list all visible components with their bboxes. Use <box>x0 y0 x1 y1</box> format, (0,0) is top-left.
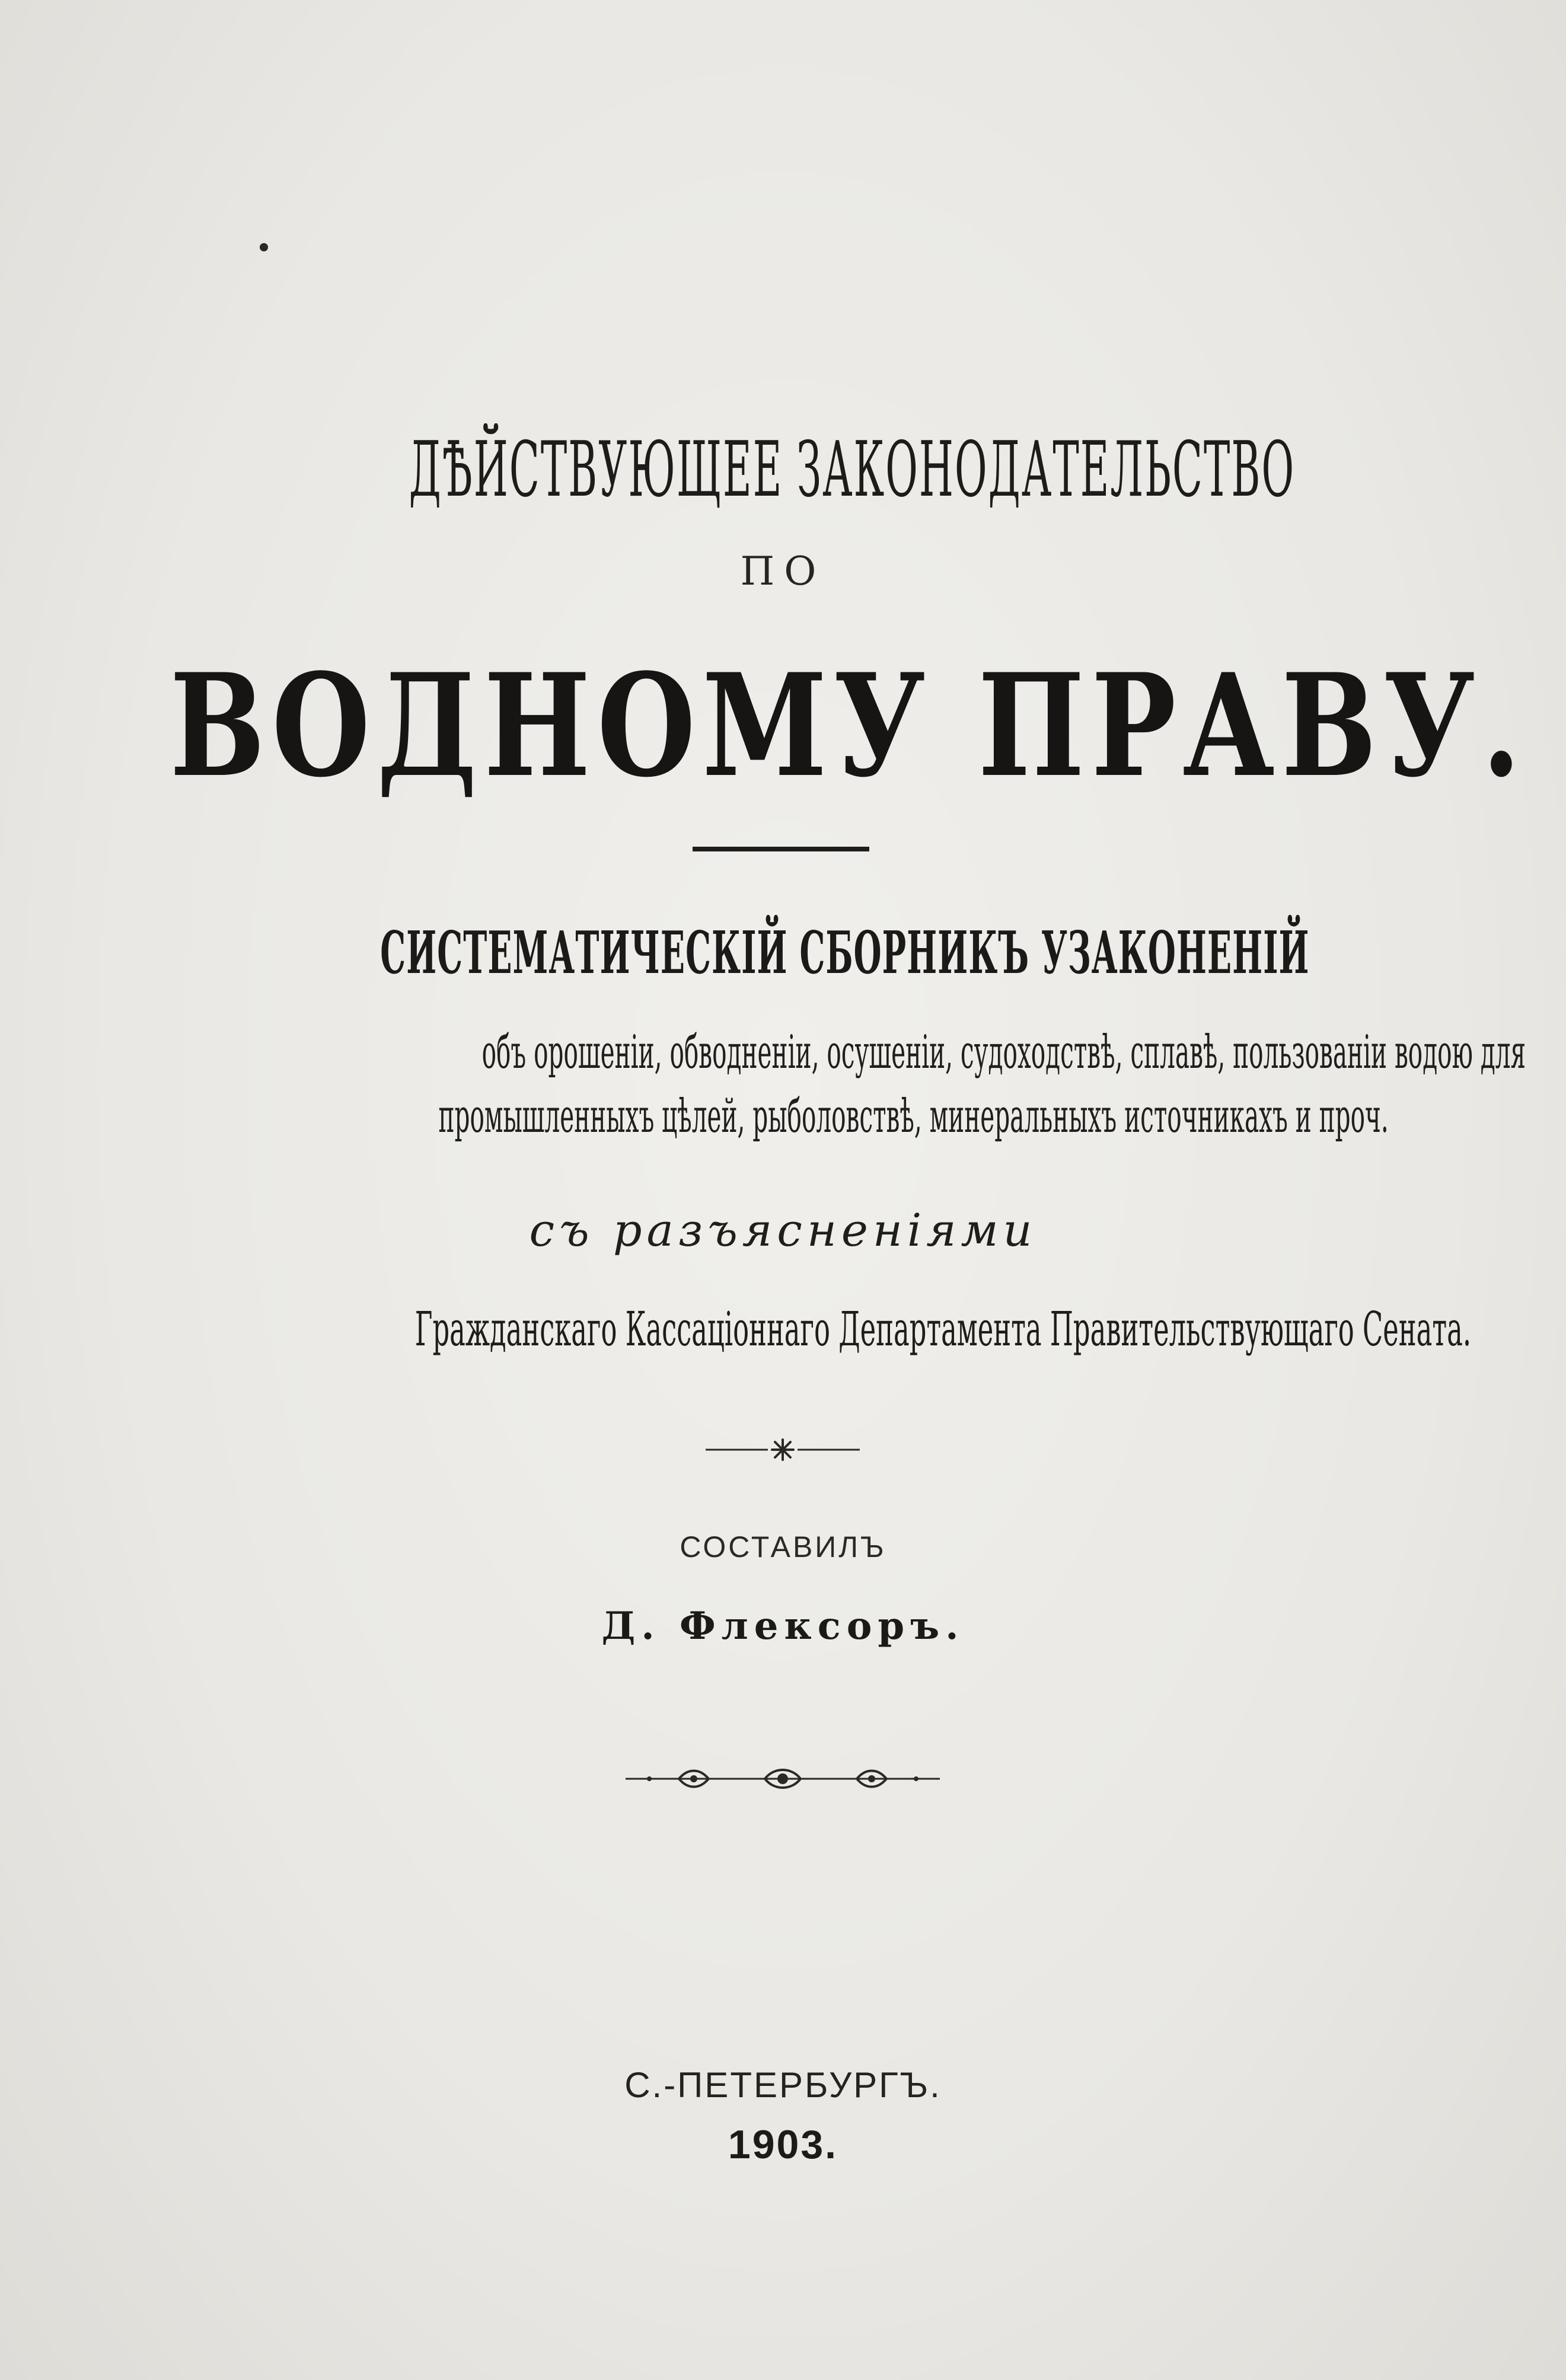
description-line-2-text: промышленныхъ цѣлей, рыболовствѣ, минеральныхъ источникахъ и проч. <box>438 1090 1389 1143</box>
description-line-1-text: объ орошеніи, обводненіи, осушеніи, судоходствѣ, сплавѣ, пользованіи водою для <box>481 1026 1526 1079</box>
senate-department-line <box>0 1301 1566 1357</box>
title-line-1-text: ДѢЙСТВУЮЩЕЕ ЗАКОНОДАТЕЛЬСТВО <box>409 426 1296 514</box>
publication-year: 1903. <box>728 2122 838 2167</box>
description-line-2 <box>0 1090 1566 1143</box>
senate-department-text: Гражданскаго Кассаціоннаго Департамента Правительствующаго Сената. <box>414 1301 1472 1357</box>
title-rule <box>693 847 869 851</box>
main-title <box>0 643 1566 809</box>
small-ornament-icon <box>706 1435 860 1465</box>
title-line-2: ПО <box>740 548 826 594</box>
ink-speck <box>260 243 268 251</box>
main-title-text: ВОДНОМУ ПРАВУ. <box>170 643 1528 809</box>
compiled-by-label: СОСТАВИЛЪ <box>680 1530 886 1564</box>
clarification-heading: съ разъясненіями <box>529 1204 1037 1256</box>
description-line-1 <box>0 1026 1566 1079</box>
large-ornament-icon <box>626 1761 940 1797</box>
author-name: Д. Флексоръ. <box>601 1604 965 1648</box>
title-line-1 <box>0 426 1566 514</box>
subtitle <box>0 919 1566 987</box>
publication-city: С.-ПЕТЕРБУРГЪ. <box>624 2065 942 2105</box>
subtitle-text: СИСТЕМАТИЧЕСКІЙ СБОРНИКЪ УЗАКОНЕНІЙ <box>380 919 1310 987</box>
